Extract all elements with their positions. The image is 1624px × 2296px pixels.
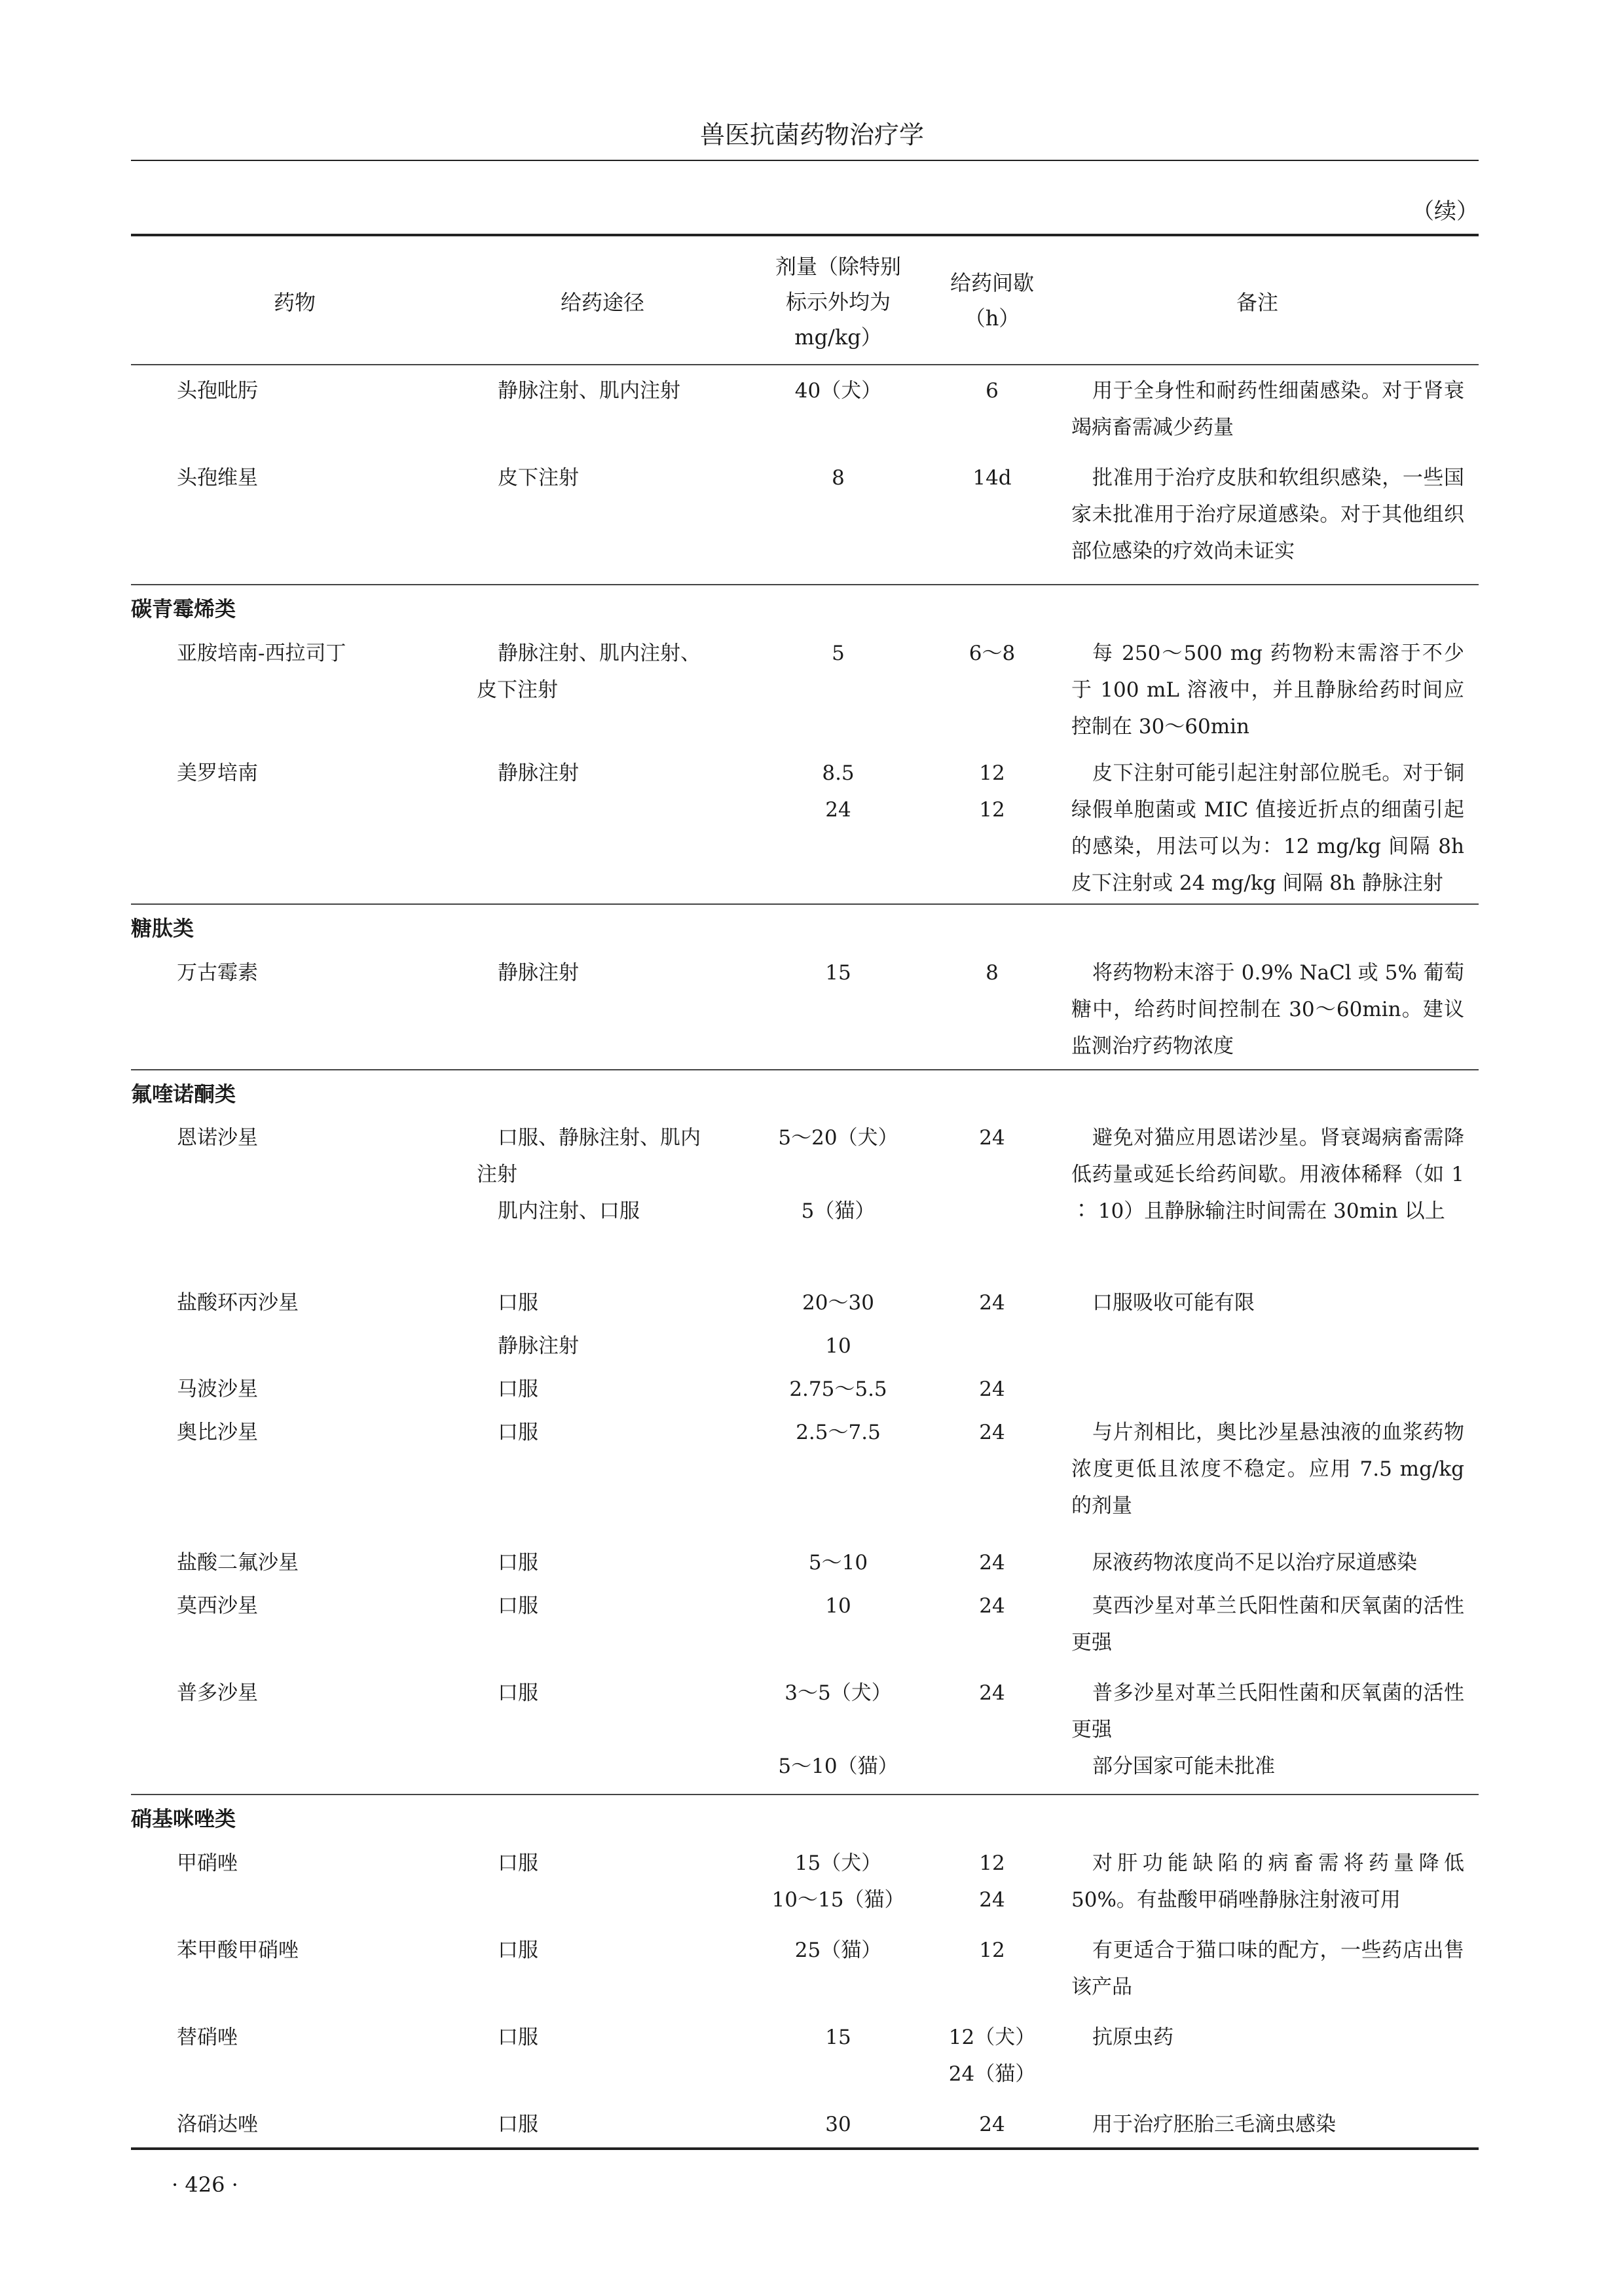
route: 口服: [498, 1681, 538, 1705]
header-rule: [131, 160, 1479, 161]
route-continued: 注射: [477, 1163, 517, 1186]
col-header-interval: [923, 265, 1061, 336]
note: 部分国家可能未批准: [1092, 1755, 1275, 1778]
route: 口服: [498, 1377, 538, 1401]
route: 静脉注射: [498, 1334, 579, 1358]
col-header-interval-line: （h）: [964, 306, 1020, 331]
section-rule: [131, 584, 1479, 585]
section-rule: [131, 903, 1479, 905]
drug-name: 头孢维星: [177, 466, 258, 490]
section-rule: [131, 1069, 1479, 1070]
dose: 2.75～5.5: [789, 1377, 887, 1401]
note: 用于治疗胚胎三毛滴虫感染: [1092, 2113, 1336, 2136]
interval: 24: [979, 1377, 1005, 1401]
route: 口服: [498, 1291, 538, 1315]
route: 静脉注射、肌内注射、: [498, 642, 701, 665]
table-bottom-rule: [131, 2147, 1479, 2150]
dose: 5（猫）: [801, 1199, 876, 1223]
interval: 12: [979, 761, 1005, 785]
interval: 24: [979, 1594, 1005, 1618]
route: 静脉注射、肌内注射: [498, 379, 680, 403]
route: 口服: [498, 1851, 538, 1875]
interval: 24: [979, 2113, 1005, 2136]
page-number: · 426 ·: [172, 2172, 238, 2197]
note: 有更适合于猫口味的配方，一些药店出售该产品: [1071, 1939, 1464, 1999]
dose: 10～15（猫）: [771, 1888, 905, 1912]
note: 抗原虫药: [1092, 2026, 1173, 2049]
dose: 5: [832, 642, 845, 665]
dose: 15: [825, 961, 851, 985]
note: 用于全身性和耐药性细菌感染。对于肾衰竭病畜需减少药量: [1071, 379, 1464, 439]
dose: 40（犬）: [794, 379, 882, 403]
interval: 14d: [972, 466, 1012, 490]
route-continued: 皮下注射: [477, 678, 558, 702]
interval: 12: [979, 798, 1005, 822]
interval: 12: [979, 1939, 1005, 1962]
category-heading: 氟喹诺酮类: [131, 1082, 236, 1106]
interval: 24: [979, 1126, 1005, 1150]
dose: 15（犬）: [794, 1851, 882, 1875]
note: 普多沙星对革兰氏阳性菌和厌氧菌的活性更强: [1071, 1681, 1464, 1741]
interval: 24: [979, 1421, 1005, 1444]
note: 对肝功能缺陷的病畜需将药量降低 50%。有盐酸甲硝唑静脉注射液可用: [1071, 1851, 1464, 1912]
drug-name: 美罗培南: [177, 761, 258, 785]
col-header-dose-line: 剂量（除特别: [775, 254, 901, 279]
interval: 6～8: [969, 642, 1016, 665]
dose: 15: [825, 2026, 851, 2049]
col-header-dose-line: 标示外均为: [785, 289, 891, 314]
dose: 5～10（猫）: [778, 1755, 898, 1778]
drug-name: 奥比沙星: [177, 1421, 258, 1444]
dose: 5～20（犬）: [778, 1126, 898, 1150]
drug-name: 洛硝达唑: [177, 2113, 258, 2136]
note: 将药物粉末溶于 0.9% NaCl 或 5% 葡萄糖中，给药时间控制在 30～60min。建议监测治疗药物浓度: [1071, 961, 1464, 1058]
dose: 8: [832, 466, 845, 490]
col-header-drug: 药物: [273, 290, 316, 315]
category-heading: 硝基咪唑类: [131, 1806, 236, 1831]
note: 莫西沙星对革兰氏阳性菌和厌氧菌的活性更强: [1071, 1594, 1464, 1654]
route: 口服: [498, 1551, 538, 1575]
note: 避免对猫应用恩诺沙星。肾衰竭病畜需降低药量或延长给药间歇。用液体稀释（如 1 ∶ 10）且静脉输注时间需在 30min 以上: [1071, 1126, 1464, 1223]
drug-name: 亚胺培南-西拉司丁: [177, 642, 346, 665]
dose: 10: [825, 1334, 851, 1358]
col-header-dose: [740, 249, 936, 355]
header-bottom-rule: [131, 364, 1479, 365]
dose: 5～10: [808, 1551, 868, 1575]
dose: 2.5～7.5: [796, 1421, 881, 1444]
drug-name: 恩诺沙星: [177, 1126, 258, 1150]
col-header-interval-line: 给药间歇: [950, 270, 1034, 295]
dose: 25（猫）: [794, 1939, 882, 1962]
dose: 20～30: [802, 1291, 874, 1315]
note: 口服吸收可能有限: [1092, 1291, 1255, 1315]
drug-name: 替硝唑: [177, 2026, 238, 2049]
continued-label: （续）: [1412, 198, 1479, 225]
note: 每 250～500 mg 药物粉末需溶于不少于 100 mL 溶液中，并且静脉给药时间应控制在 30～60min: [1071, 642, 1464, 738]
route: 口服: [498, 1939, 538, 1962]
running-title: 兽医抗菌药物治疗学: [699, 120, 924, 149]
note: 批准用于治疗皮肤和软组织感染，一些国家未批准用于治疗尿道感染。对于其他组织部位感染的疗效尚未证实: [1071, 466, 1464, 563]
col-header-route: 给药途径: [560, 290, 644, 315]
route: 肌内注射、口服: [498, 1199, 640, 1223]
route: 口服: [498, 2113, 538, 2136]
interval: 24（猫）: [948, 2062, 1036, 2086]
dose: 3～5（犬）: [784, 1681, 892, 1705]
note: 与片剂相比，奥比沙星悬浊液的血浆药物浓度更低且浓度不稳定。应用 7.5 mg/kg 的剂量: [1071, 1421, 1464, 1518]
drug-name: 万古霉素: [177, 961, 258, 985]
drug-name: 苯甲酸甲硝唑: [177, 1939, 299, 1962]
route: 口服: [498, 2026, 538, 2049]
category-heading: 糖肽类: [131, 916, 194, 941]
drug-name: 普多沙星: [177, 1681, 258, 1705]
route: 皮下注射: [498, 466, 579, 490]
drug-name: 盐酸二氟沙星: [177, 1551, 299, 1575]
route: 口服: [498, 1594, 538, 1618]
interval: 24: [979, 1888, 1005, 1912]
dose: 10: [825, 1594, 851, 1618]
col-header-notes: 备注: [1236, 290, 1278, 315]
route: 口服: [498, 1421, 538, 1444]
category-heading: 碳青霉烯类: [131, 596, 236, 621]
interval: 24: [979, 1551, 1005, 1575]
note: 皮下注射可能引起注射部位脱毛。对于铜绿假单胞菌或 MIC 值接近折点的细菌引起的感染，用法可以为：12 mg/kg 间隔 8h 皮下注射或 24 mg/kg 间隔 8h 静脉注射: [1071, 761, 1464, 895]
interval: 24: [979, 1291, 1005, 1315]
interval: 12: [979, 1851, 1005, 1875]
interval: 6: [986, 379, 999, 403]
route: 口服、静脉注射、肌内: [498, 1126, 701, 1150]
note: 尿液药物浓度尚不足以治疗尿道感染: [1092, 1551, 1417, 1575]
table-top-rule: [131, 234, 1479, 236]
drug-name: 马波沙星: [177, 1377, 258, 1401]
route: 静脉注射: [498, 761, 579, 785]
dose: 24: [825, 798, 851, 822]
drug-name: 头孢吡肟: [177, 379, 258, 403]
col-header-dose-line: mg/kg）: [794, 325, 882, 350]
drug-name: 盐酸环丙沙星: [177, 1291, 299, 1315]
dose: 8.5: [822, 761, 855, 785]
section-rule: [131, 1794, 1479, 1795]
drug-name: 甲硝唑: [177, 1851, 238, 1875]
drug-name: 莫西沙星: [177, 1594, 258, 1618]
interval: 12（犬）: [948, 2026, 1036, 2049]
dose: 30: [825, 2113, 851, 2136]
interval: 24: [979, 1681, 1005, 1705]
interval: 8: [986, 961, 999, 985]
route: 静脉注射: [498, 961, 579, 985]
